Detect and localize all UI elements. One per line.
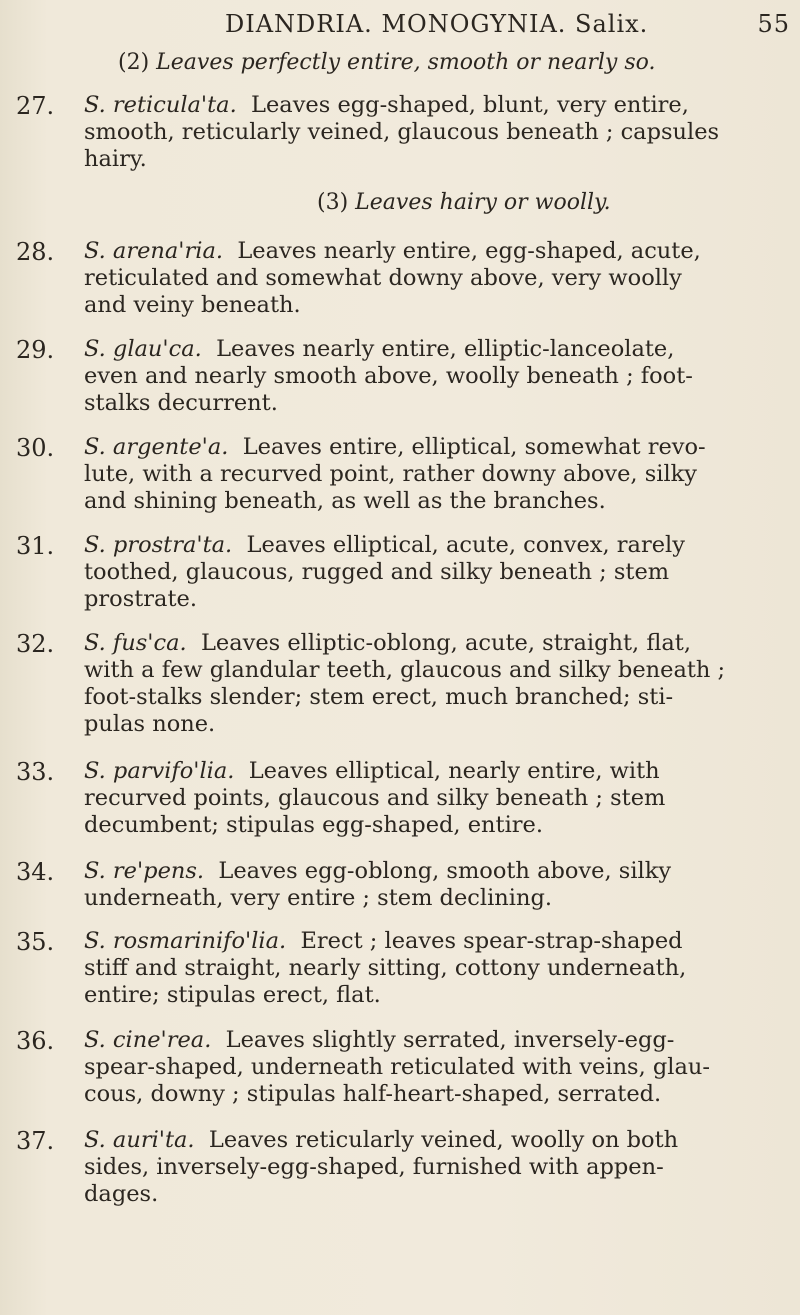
entry-text (84, 434, 784, 515)
entry-line-text: Leaves elliptic-oblong, acute, straight, flat, (200, 630, 691, 656)
entry-line: toothed, glaucous, rugged and silky beneath ; stem (84, 559, 670, 585)
species-name: S. prostra'ta. (84, 532, 233, 558)
entry-line-text: Erect ; leaves spear-strap-shaped (300, 928, 683, 954)
entry-line: foot-stalks slender; stem erect, much branched; sti- (84, 684, 674, 710)
page-number: 55 (757, 10, 790, 38)
species-name: S. argente'a. (84, 434, 229, 460)
entry-line: reticulated and somewhat downy above, very woolly (84, 265, 682, 291)
section-heading (317, 190, 611, 215)
entry-number: 32. (16, 630, 55, 658)
species-name: S. reticula'ta. (84, 92, 237, 118)
entry-line (84, 858, 784, 885)
section-number: (2) (118, 50, 150, 75)
entry-line: underneath, very entire ; stem declining. (84, 885, 552, 911)
entry-line (84, 758, 784, 785)
entry-line: decumbent; stipulas egg-shaped, entire. (84, 812, 543, 838)
species-name: S. rosmarinifo'lia. (84, 928, 287, 954)
entry-text (84, 532, 784, 613)
entry-line: even and nearly smooth above, woolly beneath ; foot- (84, 363, 693, 389)
species-name: S. parvifo'lia. (84, 758, 235, 784)
entry-number: 37. (16, 1127, 55, 1155)
entry-line-text: Leaves egg-oblong, smooth above, silky (218, 858, 672, 884)
entry-line: pulas none. (84, 711, 216, 737)
section-number: (3) (317, 190, 349, 215)
entry-line: with a few glandular teeth, glaucous and silky beneath ; (84, 657, 726, 683)
entry-line-text: Leaves slightly serrated, inversely-egg- (225, 1027, 675, 1053)
section-title: Leaves perfectly entire, smooth or nearly so. (156, 50, 656, 75)
entry-line: sides, inversely-egg-shaped, furnished with appen- (84, 1154, 664, 1180)
entry-line: prostrate. (84, 586, 197, 612)
entry-line (84, 532, 784, 559)
entry-line: stalks decurrent. (84, 390, 278, 416)
entry-number: 34. (16, 858, 55, 886)
entry-text (84, 1027, 784, 1108)
species-name: S. arena'ria. (84, 238, 224, 264)
section-heading (118, 50, 655, 75)
entry-line: spear-shaped, underneath reticulated with veins, glau- (84, 1054, 711, 1080)
entry-line-text: Leaves elliptical, nearly entire, with (248, 758, 660, 784)
entry-number: 28. (16, 238, 55, 266)
entry-line-text: Leaves egg-shaped, blunt, very entire, (251, 92, 689, 118)
entry-text (84, 336, 784, 417)
entry-text (84, 1127, 784, 1208)
entry-line: smooth, reticularly veined, glaucous beneath ; capsules (84, 119, 720, 145)
entry-number: 27. (16, 92, 55, 120)
entry-line (84, 928, 784, 955)
entry-line (84, 1027, 784, 1054)
entry-line-text: Leaves elliptical, acute, convex, rarely (246, 532, 685, 558)
species-name: S. cine'rea. (84, 1027, 212, 1053)
entry-number: 36. (16, 1027, 55, 1055)
entry-text (84, 92, 784, 173)
entry-line-text: Leaves nearly entire, egg-shaped, acute, (237, 238, 701, 264)
entry-text (84, 238, 784, 319)
entry-line: entire; stipulas erect, flat. (84, 982, 381, 1008)
entry-line (84, 92, 784, 119)
entry-line: and shining beneath, as well as the branches. (84, 488, 606, 514)
species-name: S. re'pens. (84, 858, 205, 884)
entry-number: 31. (16, 532, 55, 560)
running-head-title: DIANDRIA. MONOGYNIA. Salix. (225, 10, 649, 38)
entry-line (84, 238, 784, 265)
running-head (225, 6, 790, 42)
entry-line: lute, with a recurved point, rather downy above, silky (84, 461, 698, 487)
entry-text (84, 928, 784, 1009)
entry-line: cous, downy ; stipulas half-heart-shaped, serrated. (84, 1081, 662, 1107)
entry-text (84, 630, 784, 738)
entry-text (84, 858, 784, 912)
entry-line: dages. (84, 1181, 159, 1207)
species-name: S. fus'ca. (84, 630, 187, 656)
section-title: Leaves hairy or woolly. (355, 190, 611, 215)
species-name: S. glau'ca. (84, 336, 202, 362)
entry-line (84, 1127, 784, 1154)
entry-line (84, 630, 784, 657)
entry-number: 35. (16, 928, 55, 956)
entry-line: recurved points, glaucous and silky beneath ; stem (84, 785, 666, 811)
entry-number: 29. (16, 336, 55, 364)
entry-line: stiff and straight, nearly sitting, cottony underneath, (84, 955, 687, 981)
entry-line-text: Leaves entire, elliptical, somewhat revo- (242, 434, 706, 460)
entry-line-text: Leaves reticularly veined, woolly on both (208, 1127, 679, 1153)
entry-number: 33. (16, 758, 55, 786)
entry-line: hairy. (84, 146, 147, 172)
entry-line (84, 336, 784, 363)
entry-line-text: Leaves nearly entire, elliptic-lanceolate, (216, 336, 675, 362)
entry-text (84, 758, 784, 839)
entry-number: 30. (16, 434, 55, 462)
species-name: S. auri'ta. (84, 1127, 195, 1153)
entry-line (84, 434, 784, 461)
entry-line: and veiny beneath. (84, 292, 301, 318)
